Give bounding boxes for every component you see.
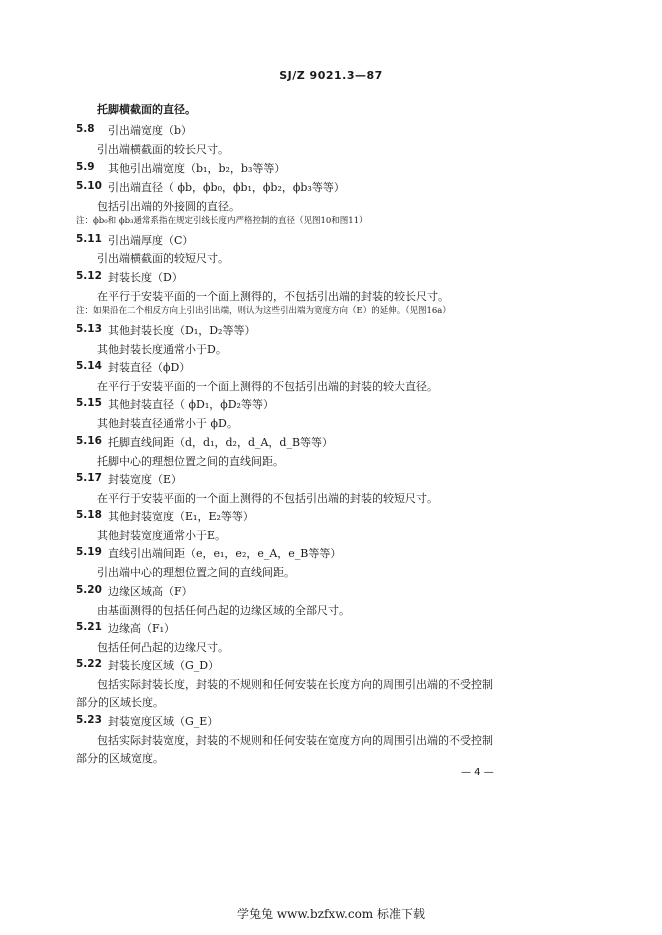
clause-number: 5.13 xyxy=(76,323,102,335)
clause-term: 直线引出端间距（e，e₁，e₂，e_A，e_B等等） xyxy=(108,547,342,560)
clause-term: 托脚直线间距（d，d₁，d₂，d_A，d_B等等） xyxy=(108,436,334,449)
clause-term: 其他封装长度（D₁，D₂等等） xyxy=(108,324,256,337)
clause-term: 边缘区域高（F） xyxy=(108,585,193,598)
clause-definition: 引出端横截面的较长尺寸。 xyxy=(97,143,229,156)
clause-term: 边缘高（F₁） xyxy=(108,622,176,635)
clause-definition: 包括实际封装长度，封装的不规则和任何安装在长度方向的周围引出端的不受控制 xyxy=(97,678,493,691)
clause-term: 封装宽度区域（G_E） xyxy=(108,715,219,728)
clause-number: 5.8 xyxy=(76,123,95,135)
clause-definition: 其他封装直径通常小于 ϕD。 xyxy=(97,417,238,430)
clause-term: 引出端宽度（b） xyxy=(108,124,193,137)
clause-number: 5.12 xyxy=(76,270,102,282)
clause-number: 5.10 xyxy=(76,180,102,192)
clause-number: 5.15 xyxy=(76,397,102,409)
clause-note: 注：ϕb₀和 ϕb₃通常系指在规定引线长度内严格控制的直径（见图10和图11） xyxy=(76,216,368,226)
clause-number: 5.19 xyxy=(76,546,102,558)
clause-term: 封装长度区域（G_D） xyxy=(108,659,220,672)
clause-term: 其他封装宽度（E₁，E₂等等） xyxy=(108,510,254,523)
clause-note: 注：如果沿在二个相反方向上引出引出端，则认为这些引出端为宽度方向（E）的延伸。（见图16a） xyxy=(76,306,451,316)
clause-definition: 其他封装长度通常小于D。 xyxy=(97,343,227,356)
clause-number: 5.22 xyxy=(76,658,102,670)
clause-definition: 在平行于安装平面的一个面上测得的，不包括引出端的封装的较长尺寸。 xyxy=(97,290,449,303)
clause-number: 5.21 xyxy=(76,621,102,633)
clause-term: 其他引出端宽度（b₁，b₂，b₃等等） xyxy=(108,162,286,175)
clause-number: 5.14 xyxy=(76,360,102,372)
clause-number: 5.11 xyxy=(76,233,102,245)
text-line: 托脚横截面的直径。 xyxy=(97,103,196,116)
clause-term: 引出端直径（ ϕb，ϕb₀，ϕb₁，ϕb₂，ϕb₃等等） xyxy=(108,181,345,194)
clause-number: 5.20 xyxy=(76,584,102,596)
clause-term: 封装直径（ϕD） xyxy=(108,361,191,374)
page-number: — 4 — xyxy=(461,767,494,778)
clause-number: 5.17 xyxy=(76,472,102,484)
clause-definition: 在平行于安装平面的一个面上测得的不包括引出端的封装的较短尺寸。 xyxy=(97,492,438,505)
clause-definition: 包括任何凸起的边缘尺寸。 xyxy=(97,641,229,654)
clause-number: 5.18 xyxy=(76,509,102,521)
clause-number: 5.9 xyxy=(76,161,95,173)
clause-term: 封装长度（D） xyxy=(108,271,183,284)
clause-term: 引出端厚度（C） xyxy=(108,234,194,247)
clause-term: 其他封装直径（ ϕD₁，ϕD₂等等） xyxy=(108,398,274,411)
clause-definition: 部分的区域宽度。 xyxy=(76,752,164,765)
clause-definition: 托脚中心的理想位置之间的直线间距。 xyxy=(97,455,284,468)
clause-definition: 包括实际封装宽度，封装的不规则和任何安装在宽度方向的周围引出端的不受控制 xyxy=(97,734,493,747)
clause-number: 5.23 xyxy=(76,714,102,726)
clause-term: 封装宽度（E） xyxy=(108,473,183,486)
clause-definition: 包括引出端的外接圆的直径。 xyxy=(97,200,240,213)
watermark-footer: 学兔兔 www.bzfxw.com 标准下载 xyxy=(236,907,426,921)
clause-definition: 引出端横截面的较短尺寸。 xyxy=(97,252,229,265)
clause-definition: 由基面测得的包括任何凸起的边缘区域的全部尺寸。 xyxy=(97,604,350,617)
clause-definition: 部分的区域长度。 xyxy=(76,696,164,709)
clause-definition: 引出端中心的理想位置之间的直线间距。 xyxy=(97,566,295,579)
clause-definition: 在平行于安装平面的一个面上测得的不包括引出端的封装的较大直径。 xyxy=(97,380,438,393)
document-header: SJ/Z 9021.3—87 xyxy=(279,69,383,82)
clause-number: 5.16 xyxy=(76,435,102,447)
clause-definition: 其他封装宽度通常小于E。 xyxy=(97,529,227,542)
